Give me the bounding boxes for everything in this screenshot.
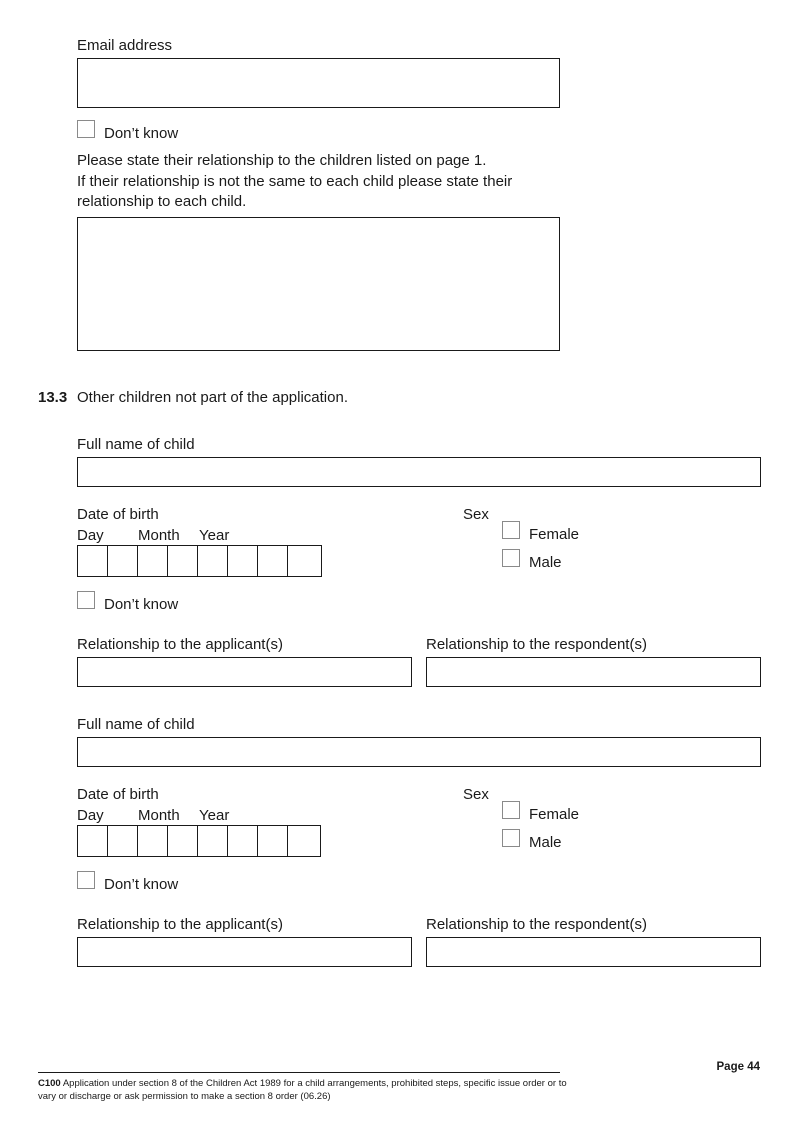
relationship-instructions xyxy=(77,151,577,213)
dob-month-digit-1[interactable] xyxy=(138,826,168,856)
email-dont-know-checkbox[interactable] xyxy=(77,120,95,138)
female-label: Female xyxy=(529,806,580,823)
dob-month-digit-2[interactable] xyxy=(168,826,198,856)
email-label: Email address xyxy=(77,37,173,54)
dob-dont-know-label: Don’t know xyxy=(104,596,179,613)
day-label: Day xyxy=(77,527,104,544)
dob-label: Date of birth xyxy=(77,506,159,523)
month-label: Month xyxy=(138,807,180,824)
male-label: Male xyxy=(529,834,562,851)
rel-respondent-label: Relationship to the respondent(s) xyxy=(426,916,647,933)
dob-year-digit-2[interactable] xyxy=(228,546,258,576)
dob-dont-know-label: Don’t know xyxy=(104,876,179,893)
rel-respondent-input[interactable] xyxy=(426,657,761,687)
female-label: Female xyxy=(529,526,580,543)
dob-month-digit-2[interactable] xyxy=(168,546,198,576)
dob-label: Date of birth xyxy=(77,786,159,803)
full-name-input[interactable] xyxy=(77,457,761,487)
month-label: Month xyxy=(138,527,180,544)
footer-description: Application under section 8 of the Children Act 1989 for a child arrangements, prohibited steps, specific issue order or to vary or discharge or ask permission to make a section 8 order (06.26) xyxy=(38,1078,567,1102)
male-label: Male xyxy=(529,554,562,571)
dob-year-digit-3[interactable] xyxy=(258,826,288,856)
email-input[interactable] xyxy=(77,58,560,108)
section-title: Other children not part of the application. xyxy=(77,389,348,406)
page-number: Page 44 xyxy=(716,1061,760,1073)
full-name-label: Full name of child xyxy=(77,716,195,733)
female-checkbox[interactable] xyxy=(502,521,520,539)
dob-day-digit-2[interactable] xyxy=(108,546,138,576)
dob-month-digit-1[interactable] xyxy=(138,546,168,576)
rel-applicant-label: Relationship to the applicant(s) xyxy=(77,636,283,653)
relationship-textarea[interactable] xyxy=(77,217,560,351)
dob-year-digit-1[interactable] xyxy=(198,546,228,576)
relationship-instructions-line1: Please state their relationship to the children listed on page 1. xyxy=(77,152,487,169)
rel-applicant-input[interactable] xyxy=(77,937,412,967)
footer-form-code: C100 xyxy=(38,1078,61,1089)
dob-input-group xyxy=(77,545,322,577)
rel-applicant-input[interactable] xyxy=(77,657,412,687)
dob-year-digit-4[interactable] xyxy=(288,826,318,856)
female-checkbox[interactable] xyxy=(502,801,520,819)
full-name-label: Full name of child xyxy=(77,436,195,453)
male-checkbox[interactable] xyxy=(502,549,520,567)
footer-divider xyxy=(38,1072,560,1073)
dob-year-digit-4[interactable] xyxy=(288,546,318,576)
dob-day-digit-1[interactable] xyxy=(78,546,108,576)
footer-form-description xyxy=(38,1078,578,1103)
rel-respondent-label: Relationship to the respondent(s) xyxy=(426,636,647,653)
relationship-instructions-line3: relationship to each child. xyxy=(77,193,247,210)
sex-label: Sex xyxy=(463,786,489,803)
day-label: Day xyxy=(77,807,104,824)
sex-label: Sex xyxy=(463,506,489,523)
relationship-instructions-line2: If their relationship is not the same to each child please state their xyxy=(77,172,513,190)
dob-year-digit-3[interactable] xyxy=(258,546,288,576)
year-label: Year xyxy=(199,807,230,824)
dob-year-digit-1[interactable] xyxy=(198,826,228,856)
male-checkbox[interactable] xyxy=(502,829,520,847)
section-number: 13.3 xyxy=(38,389,68,406)
dob-day-digit-2[interactable] xyxy=(108,826,138,856)
email-dont-know-label: Don’t know xyxy=(104,125,179,142)
dob-day-digit-1[interactable] xyxy=(78,826,108,856)
dob-dont-know-checkbox[interactable] xyxy=(77,871,95,889)
year-label: Year xyxy=(199,527,230,544)
full-name-input[interactable] xyxy=(77,737,761,767)
rel-respondent-input[interactable] xyxy=(426,937,761,967)
dob-input-group xyxy=(77,825,321,857)
dob-year-digit-2[interactable] xyxy=(228,826,258,856)
rel-applicant-label: Relationship to the applicant(s) xyxy=(77,916,283,933)
dob-dont-know-checkbox[interactable] xyxy=(77,591,95,609)
